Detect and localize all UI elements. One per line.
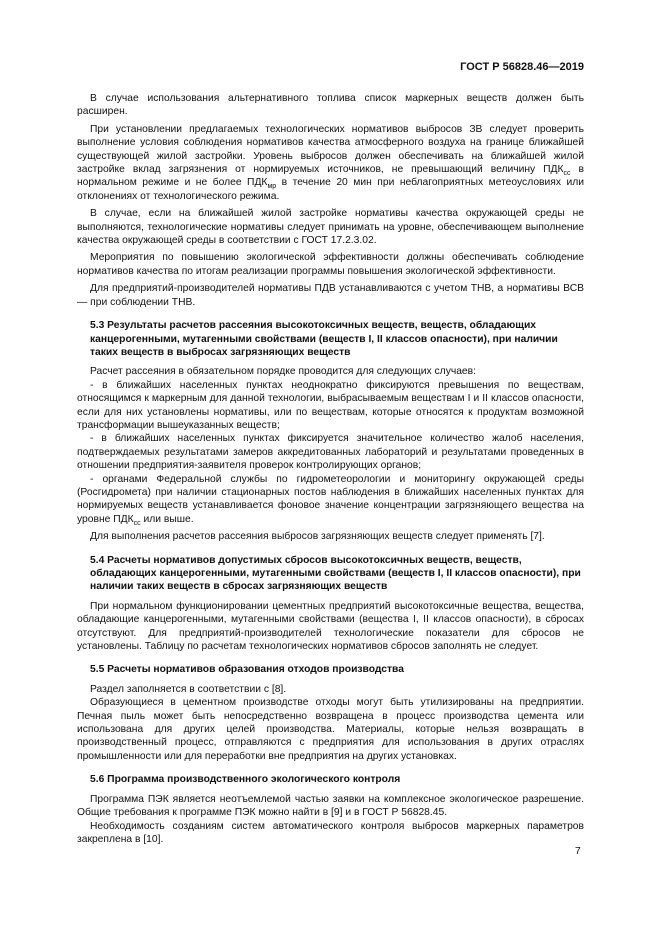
list-item: - в ближайших населенных пунктах фиксируется значительное количество жалоб населения, подтверждаемых результатами замеров аккредитованных лабораторий и результатами проведенных в отношении предприятия-заявителя проверок контролирующих органов; [77, 433, 584, 472]
paragraph: Для выполнения расчетов рассеяния выбросов загрязняющих веществ следует применять [7]. [90, 531, 545, 543]
subscript: мр [267, 183, 277, 191]
paragraph: Программа ПЭК является неотъемлемой частью заявки на комплексное экологическое разрешение. Общие требования к программе ПЭК можно найти в [9] и в ГОСТ Р 56828.45. [77, 793, 584, 819]
text-run: в течение 20 мин при неблагоприятных метеоусловиях или отклонениях от технологического режима. [77, 177, 584, 202]
document-id-header: ГОСТ Р 56828.46—2019 [460, 61, 584, 73]
paragraph: Необходимость созданиям систем автоматического контроля выбросов маркерных параметров закреплена в [10]. [77, 820, 584, 845]
document-body [77, 92, 584, 850]
text-run: При установлении предлагаемых технологических нормативов выбросов ЗВ следует проверить выполнение условия соблюдения нормативов качества атмосферного воздуха на границе ближайшей существующей жилой застройки. Уровень выбросов должен обеспечивать на ближайшей жилой застройке вклад загрязнения от нормируемых источников, не превышающий величину ПДК [77, 123, 584, 176]
paragraph: Для предприятий-производителей нормативы ПДВ устанавливаются с учетом ТНВ, а нормативы ВСВ — при соблюдении ТНВ. [77, 283, 584, 308]
list-item [77, 473, 584, 527]
paragraph: Образующиеся в цементном производстве отходы могут быть утилизированы на предприятии. Печная пыль может быть непосредственно возвращена в процесс производства цемента или использована для других целей производства. Материалы, которые нельзя возвращать в производственный процесс, отправляются с предприятия для использования в других отраслях промышленности или для переработки вне предприятия на других установках. [77, 697, 584, 762]
paragraph: В случае использования альтернативного топлива список маркерных веществ должен быть расширен. [77, 93, 584, 118]
subscript: сс [563, 170, 571, 178]
paragraph: Раздел заполняется в соответствии с [8]. [90, 683, 287, 695]
paragraph-pdk [77, 123, 584, 203]
text-run: в нормальном режиме и не более ПДК [77, 164, 584, 189]
section-heading-5-6: 5.6 Программа производственного экологического контроля [90, 774, 401, 786]
paragraph: При нормальном функционировании цементных предприятий высокотоксичные вещества, вещества, обладающие канцерогенными, мутагенными свойствами (вещества I, II классов опасности), в сбросах отсутствуют. Для предприятий-производителей технологические показатели для сбросов не установлены. Таблицу по расчетам технологических нормативов сбросов заполнять не следует. [77, 600, 584, 653]
subscript: сс [133, 519, 141, 527]
paragraph: Расчет рассеяния в обязательном порядке проводится для следующих случаев: [90, 366, 476, 378]
text-run: или выше. [140, 513, 194, 525]
text-run: - органами Федеральной службы по гидрометеорологии и мониторингу окружающей среды (Росгидромета) при наличии стационарных постов наблюдения в ближайших населенных пунктах для нормируемых веществ устанавливается фоновое значение концентрации загрязняющего вещества на уровне ПДК [77, 473, 584, 525]
paragraph: Мероприятия по повышению экологической эффективности должны обеспечивать соблюдение нормативов качества по итогам реализации программы повышения экологической эффективности. [77, 252, 584, 277]
section-heading-5-4: 5.4 Расчеты нормативов допустимых сбросов высокотоксичных веществ, веществ, обладающих канцерогенными, мутагенными свойствами (веществ I, II классов опасности), при наличии таких веществ в сбросах загрязняющих веществ [90, 554, 581, 593]
section-heading-5-3: 5.3 Результаты расчетов рассеяния высокотоксичных веществ, веществ, обладающих канцерогенными, мутагенными свойствами (веществ I, II классов опасности), при наличии таких веществ в выбросах загрязняющих веществ [90, 320, 558, 358]
paragraph: В случае, если на ближайшей жилой застройке нормативы качества окружающей среды не выполняются, технологические нормативы следует принимать на уровне, обеспечивающем выполнение качества окружающей среды в соответствии с ГОСТ 17.2.3.02. [77, 208, 584, 247]
list-item: - в ближайших населенных пунктах неоднократно фиксируются превышения по веществам, относящимся к маркерным для данной технологии, выбрасываемым веществам I и II классов опасности, если для них установлены нормативы, или по веществам, которые относятся к продуктам возможной трансформации вышеуказанных веществ; [77, 379, 584, 431]
page-number: 7 [575, 846, 581, 857]
section-heading-5-5: 5.5 Расчеты нормативов образования отходов производства [90, 664, 404, 676]
